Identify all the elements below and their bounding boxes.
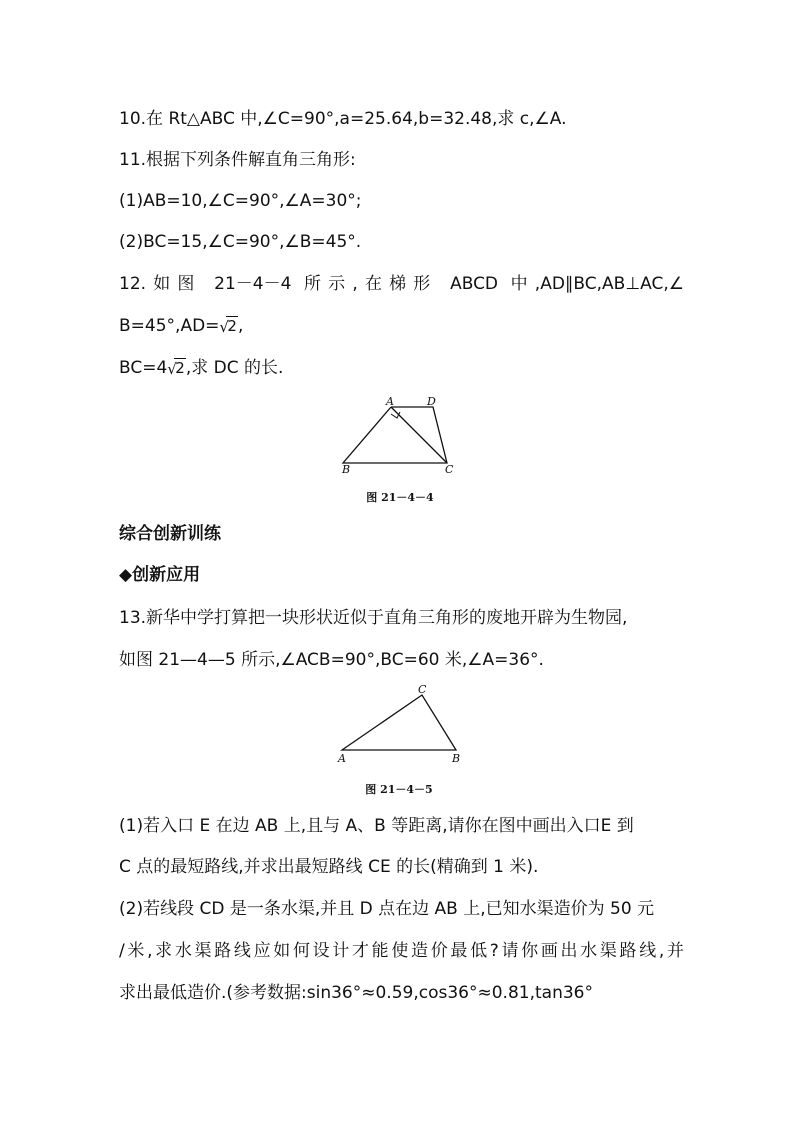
q12-line3-end: ,求 DC 的长. xyxy=(185,358,284,378)
q12-line3-text: BC=4 xyxy=(119,358,168,378)
label-a: A xyxy=(338,752,346,765)
figure-trapezoid xyxy=(338,395,478,475)
sqrt-symbol: √ 2 xyxy=(167,359,185,378)
question-13-part-2-line-1: (2)若线段 CD 是一条水渠,并且 D 点在边 AB 上,已知水渠造价为 50 元 xyxy=(119,899,655,919)
sqrt-symbol: √ 2 xyxy=(219,317,237,336)
trapezoid-outline xyxy=(343,407,447,463)
section-subtitle: ◆创新应用 xyxy=(119,565,201,585)
label-b: B xyxy=(452,752,461,765)
label-b: B xyxy=(342,463,351,476)
question-11-part-1: (1)AB=10,∠C=90°,∠A=30°; xyxy=(119,191,362,211)
sqrt-radicand: 2 xyxy=(175,359,185,377)
figure-right-triangle xyxy=(336,685,466,765)
label-d: D xyxy=(427,395,436,408)
q12-line2-text: B=45°,AD= xyxy=(119,316,220,336)
q12-line2-end: , xyxy=(237,316,244,336)
label-c: C xyxy=(445,463,454,476)
question-11-part-2: (2)BC=15,∠C=90°,∠B=45°. xyxy=(119,232,362,252)
question-13-part-1-line-1: (1)若入口 E 在边 AB 上,且与 A、B 等距离,请你在图中画出入口E 到 xyxy=(119,816,634,836)
question-13-part-2-line-3: 求出最低造价.(参考数据:sin36°≈0.59,cos36°≈0.81,tan36° xyxy=(119,983,593,1003)
diagonal-ac xyxy=(391,407,447,463)
label-c: C xyxy=(418,683,427,696)
question-13-part-1-line-2: C 点的最短路线,并求出最短路线 CE 的长(精确到 1 米). xyxy=(119,857,539,877)
question-13-line-2: 如图 21—4—5 所示,∠ACB=90°,BC=60 米,∠A=36°. xyxy=(119,650,544,670)
figure-1-caption: 图 21－4－4 xyxy=(366,491,434,504)
sqrt-radicand: 2 xyxy=(227,317,237,335)
question-10: 10.在 Rt△ABC 中,∠C=90°,a=25.64,b=32.48,求 c,∠A. xyxy=(119,109,567,129)
question-13-line-1: 13.新华中学打算把一块形状近似于直角三角形的废地开辟为生物园, xyxy=(119,608,628,628)
right-angle-mark xyxy=(391,412,400,418)
question-12-line-1: 12.如图 21－4－4 所示,在梯形 ABCD 中,AD∥BC,AB⊥AC,∠ xyxy=(119,274,684,294)
triangle-outline xyxy=(342,695,456,750)
question-12-line-2 xyxy=(119,314,684,338)
question-11-stem: 11.根据下列条件解直角三角形: xyxy=(119,150,356,170)
question-13-part-2-line-2: /米,求水渠路线应如何设计才能使造价最低?请你画出水渠路线,并 xyxy=(119,941,684,961)
section-title: 综合创新训练 xyxy=(119,524,221,544)
figure-2-caption: 图 21－4－5 xyxy=(365,783,433,796)
label-a: A xyxy=(386,395,394,408)
question-12-line-3 xyxy=(119,356,684,380)
